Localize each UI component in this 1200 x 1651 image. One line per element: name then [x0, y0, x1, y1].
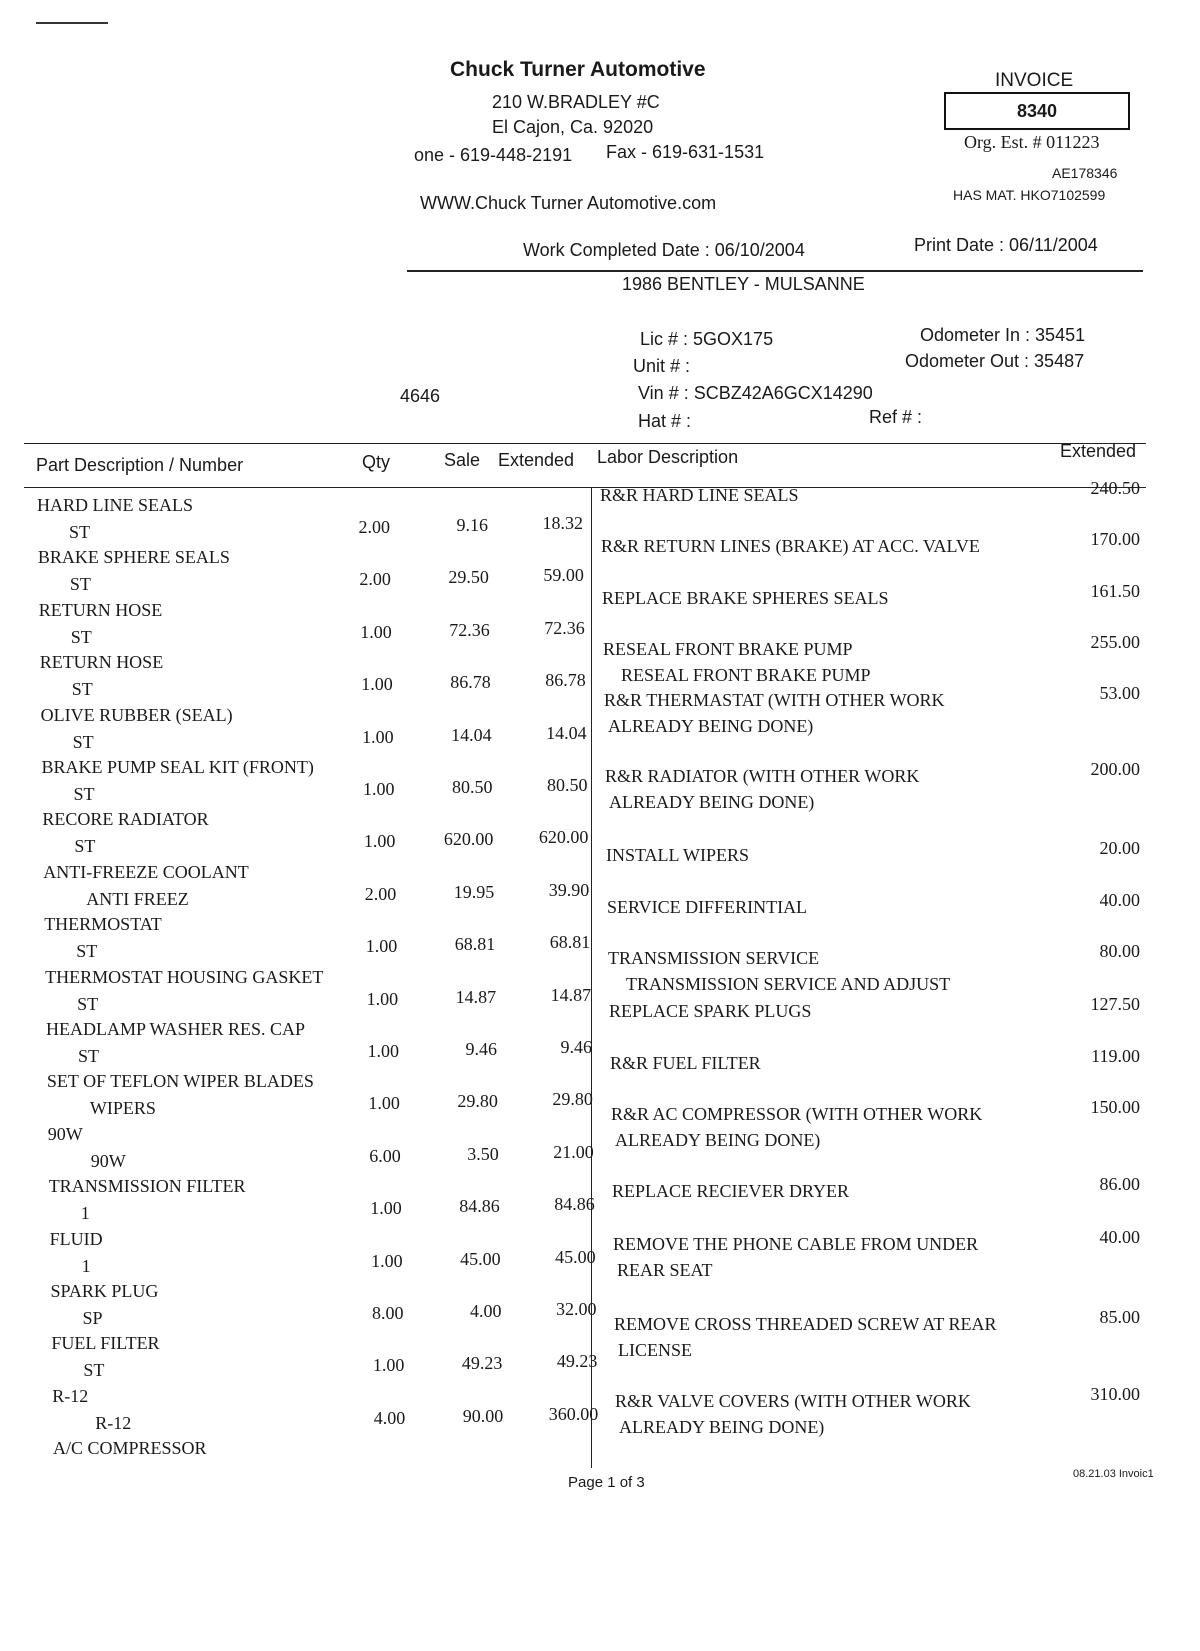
column-divider [591, 488, 592, 1468]
part-description: HEADLAMP WASHER RES. CAP [46, 1019, 306, 1039]
company-address-line2: El Cajon, Ca. 92020 [492, 117, 654, 137]
part-number: ST [72, 731, 94, 752]
part-extended: 18.32 [542, 513, 583, 533]
part-number: ST [71, 679, 93, 700]
part-sale: 14.04 [451, 724, 492, 745]
part-sale: 80.50 [452, 777, 493, 797]
work-completed-date: Work Completed Date : 06/10/2004 [523, 240, 805, 260]
labor-description: R&R RADIATOR (WITH OTHER WORK [605, 766, 920, 786]
odometer-in: Odometer In : 35451 [920, 325, 1086, 345]
part-sale: 19.95 [453, 881, 495, 902]
vehicle-description: 1986 BENTLEY - MULSANNE [622, 274, 865, 294]
part-qty: 6.00 [369, 1145, 401, 1166]
part-sale: 4.00 [470, 1301, 502, 1321]
part-extended: 86.78 [545, 670, 586, 691]
part-description: BRAKE SPHERE SEALS [37, 547, 230, 568]
labor-amount: 80.00 [1099, 941, 1140, 961]
part-sale: 14.87 [455, 986, 497, 1007]
part-sale: 90.00 [462, 1405, 504, 1426]
part-sale: 29.80 [457, 1091, 498, 1112]
part-description: SPARK PLUG [50, 1281, 159, 1301]
part-number: ST [78, 1046, 100, 1066]
page-number: Page 1 of 3 [568, 1474, 645, 1491]
labor-amount: 53.00 [1099, 683, 1140, 703]
part-description: RECORE RADIATOR [42, 809, 209, 830]
part-description: BRAKE PUMP SEAL KIT (FRONT) [41, 757, 314, 777]
col-header-sale: Sale [444, 450, 481, 470]
part-description: SET OF TEFLON WIPER BLADES [46, 1071, 314, 1092]
part-number: SP [82, 1308, 103, 1328]
labor-description: REPLACE SPARK PLUGS [609, 1001, 812, 1021]
part-qty: 8.00 [372, 1303, 404, 1323]
labor-amount: 161.50 [1090, 581, 1140, 601]
part-description: A/C COMPRESSOR [53, 1438, 207, 1459]
part-number: ST [76, 941, 98, 962]
part-qty: 1.00 [363, 779, 395, 799]
part-number: ST [73, 784, 95, 804]
part-description: OLIVE RUBBER (SEAL) [40, 704, 233, 725]
labor-description: INSTALL WIPERS [606, 845, 750, 865]
labor-amount: 85.00 [1099, 1307, 1140, 1327]
part-qty: 2.00 [364, 883, 397, 904]
table-header-rule [24, 487, 1146, 488]
part-sale: 72.36 [449, 619, 490, 640]
part-extended: 620.00 [538, 827, 589, 848]
part-sale: 86.78 [450, 672, 491, 693]
part-number: ST [74, 836, 96, 857]
org-estimate-number: Org. Est. # 011223 [964, 132, 1100, 152]
part-extended: 360.00 [548, 1403, 599, 1424]
labor-description: REPLACE RECIEVER DRYER [612, 1181, 850, 1201]
part-sale: 84.86 [459, 1196, 500, 1217]
part-qty: 2.00 [359, 569, 391, 590]
part-number: 90W [90, 1150, 126, 1171]
part-description: RETURN HOSE [38, 599, 163, 620]
part-description: FUEL FILTER [51, 1333, 160, 1354]
ref-number: Ref # : [869, 407, 923, 427]
part-description: RETURN HOSE [39, 652, 164, 673]
part-qty: 1.00 [370, 1198, 402, 1219]
company-phone: one - 619-448-2191 [414, 145, 573, 165]
part-number: ST [77, 993, 99, 1014]
part-extended: 45.00 [555, 1246, 596, 1267]
part-description: HARD LINE SEALS [37, 495, 193, 515]
part-number: 1 [80, 1203, 90, 1224]
part-number: ANTI FREEZ [86, 888, 189, 909]
col-header-part: Part Description / Number [36, 455, 244, 475]
labor-description: R&R THERMASTAT (WITH OTHER WORK [604, 690, 945, 710]
part-sale: 45.00 [460, 1248, 501, 1269]
part-qty: 1.00 [363, 831, 396, 852]
labor-amount: 240.50 [1090, 478, 1140, 498]
part-description: ANTI-FREEZE COOLANT [43, 861, 249, 882]
labor-description-cont: REAR SEAT [617, 1260, 713, 1280]
part-extended: 80.50 [547, 775, 588, 795]
part-sale: 68.81 [454, 934, 496, 955]
vin-number: Vin # : SCBZ42A6GCX14290 [638, 383, 873, 403]
part-sale: 3.50 [467, 1143, 499, 1164]
hat-number: Hat # : [638, 411, 692, 431]
part-extended: 14.87 [550, 984, 592, 1005]
labor-description: RESEAL FRONT BRAKE PUMP [603, 639, 853, 659]
part-number: ST [83, 1360, 105, 1381]
labor-amount: 119.00 [1091, 1046, 1140, 1066]
part-number: ST [69, 522, 91, 542]
part-qty: 4.00 [373, 1407, 406, 1428]
part-extended: 14.04 [546, 722, 587, 743]
labor-description: R&R FUEL FILTER [610, 1053, 761, 1073]
labor-amount: 86.00 [1099, 1174, 1140, 1194]
unit-number: Unit # : [633, 356, 691, 376]
part-qty: 1.00 [365, 936, 398, 957]
part-description: R-12 [52, 1385, 89, 1406]
part-extended: 39.90 [548, 879, 590, 900]
company-website: WWW.Chuck Turner Automotive.com [420, 193, 717, 213]
corner-mark [36, 22, 108, 24]
part-extended: 59.00 [543, 565, 584, 586]
labor-amount: 40.00 [1099, 890, 1140, 910]
labor-description-cont: ALREADY BEING DONE) [615, 1130, 821, 1150]
part-number: ST [70, 626, 92, 647]
labor-description: SERVICE DIFFERINTIAL [607, 897, 808, 917]
part-qty: 1.00 [368, 1093, 400, 1114]
labor-description: R&R AC COMPRESSOR (WITH OTHER WORK [611, 1104, 983, 1124]
labor-description-cont: ALREADY BEING DONE) [608, 716, 814, 736]
part-description: THERMOSTAT HOUSING GASKET [45, 966, 324, 987]
labor-amount: 170.00 [1090, 529, 1140, 549]
part-qty: 1.00 [362, 726, 394, 747]
part-extended: 29.80 [552, 1089, 593, 1110]
labor-amount: 150.00 [1090, 1097, 1140, 1117]
labor-description: REMOVE THE PHONE CABLE FROM UNDER [613, 1234, 979, 1254]
odometer-out: Odometer Out : 35487 [905, 351, 1085, 371]
col-header-extended: Extended [498, 450, 575, 470]
part-qty: 1.00 [367, 1041, 399, 1061]
part-description: FLUID [49, 1228, 103, 1249]
part-number: ST [69, 574, 91, 595]
part-qty: 1.00 [366, 988, 399, 1009]
part-sale: 9.46 [465, 1039, 497, 1059]
part-qty: 1.00 [360, 621, 392, 642]
part-sale: 620.00 [443, 829, 494, 850]
part-extended: 49.23 [556, 1351, 598, 1372]
print-date: Print Date : 06/11/2004 [914, 235, 1098, 255]
part-number: R-12 [95, 1412, 132, 1433]
labor-description: REMOVE CROSS THREADED SCREW AT REAR [614, 1314, 997, 1334]
part-number: WIPERS [89, 1098, 156, 1119]
table-top-rule [24, 443, 1146, 444]
hazmat-number: HAS MAT. HKO7102599 [953, 187, 1106, 203]
labor-amount: 200.00 [1090, 759, 1140, 779]
company-name: Chuck Turner Automotive [450, 58, 706, 81]
part-sale: 9.16 [456, 515, 488, 535]
part-extended: 68.81 [549, 932, 591, 953]
form-code: 08.21.03 Invoic1 [1073, 1468, 1154, 1480]
labor-amount: 40.00 [1099, 1227, 1140, 1247]
invoice-label: INVOICE [995, 70, 1074, 91]
labor-description: R&R HARD LINE SEALS [600, 485, 799, 505]
labor-description-cont: ALREADY BEING DONE) [609, 792, 815, 812]
part-description: THERMOSTAT [44, 914, 162, 935]
labor-description-cont: TRANSMISSION SERVICE AND ADJUST [626, 974, 951, 994]
labor-description: R&R RETURN LINES (BRAKE) AT ACC. VALVE [601, 536, 980, 556]
labor-description: R&R VALVE COVERS (WITH OTHER WORK [615, 1391, 971, 1411]
part-extended: 72.36 [544, 617, 585, 638]
labor-description-cont: RESEAL FRONT BRAKE PUMP [621, 665, 871, 685]
labor-description: TRANSMISSION SERVICE [608, 948, 820, 968]
part-description: 90W [47, 1123, 83, 1144]
part-sale: 29.50 [448, 567, 489, 588]
labor-description: REPLACE BRAKE SPHERES SEALS [602, 588, 889, 608]
labor-description-cont: ALREADY BEING DONE) [619, 1417, 825, 1437]
col-header-qty: Qty [362, 452, 391, 472]
part-qty: 1.00 [361, 674, 393, 695]
labor-amount: 255.00 [1090, 632, 1140, 652]
invoice-number-box: 8340 [944, 92, 1130, 130]
company-fax: Fax - 619-631-1531 [606, 142, 765, 162]
ae-number: AE178346 [1052, 165, 1118, 181]
part-extended: 32.00 [556, 1299, 597, 1319]
col-header-labor: Labor Description [597, 447, 739, 467]
header-divider [407, 270, 1143, 272]
labor-amount: 20.00 [1099, 838, 1140, 858]
customer-number: 4646 [400, 386, 441, 406]
labor-amount: 127.50 [1090, 994, 1140, 1014]
company-address-line1: 210 W.BRADLEY #C [492, 92, 660, 112]
part-sale: 49.23 [461, 1353, 503, 1374]
part-extended: 21.00 [553, 1141, 594, 1162]
part-number: 1 [81, 1255, 91, 1276]
labor-description-cont: LICENSE [618, 1340, 692, 1360]
labor-amount: 310.00 [1090, 1384, 1140, 1404]
part-extended: 9.46 [560, 1037, 592, 1057]
col-header-labor-extended: Extended [1060, 441, 1137, 461]
part-qty: 1.00 [372, 1355, 405, 1376]
part-qty: 1.00 [371, 1250, 403, 1271]
part-qty: 2.00 [358, 517, 390, 537]
part-extended: 84.86 [554, 1194, 595, 1215]
license-number: Lic # : 5GOX175 [640, 329, 774, 349]
part-description: TRANSMISSION FILTER [48, 1176, 246, 1197]
